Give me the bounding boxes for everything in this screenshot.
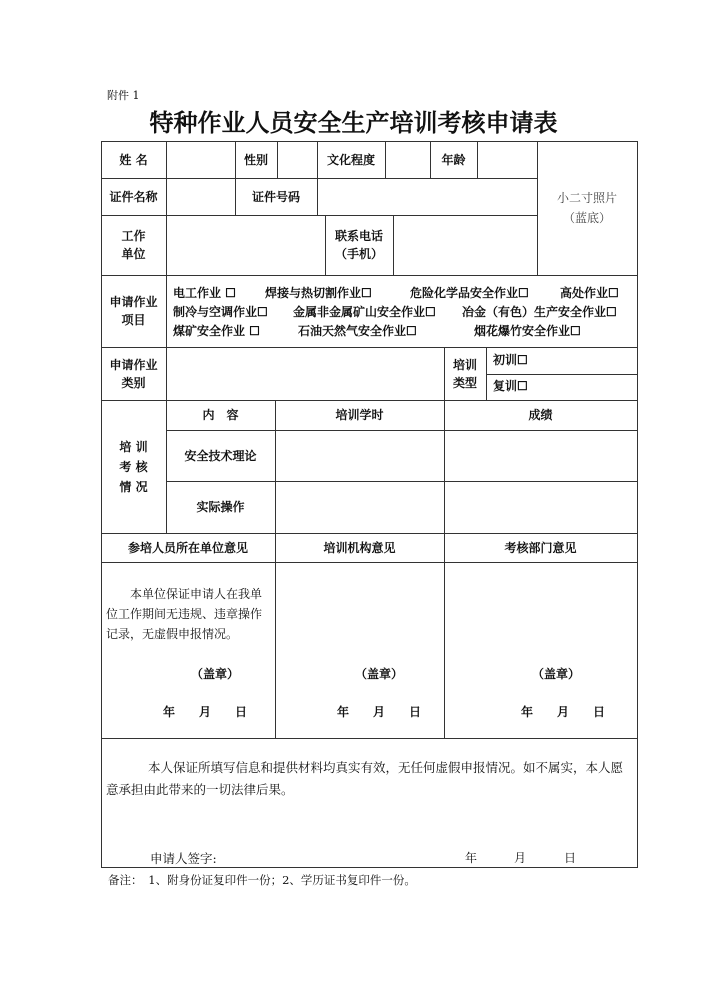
job-item[interactable]: 电工作业 ☐ [173,286,236,300]
signature-year: 年 [465,851,478,865]
theory-label: 安全技术理论 [184,448,257,463]
work-unit-field[interactable] [167,216,324,274]
retraining-checkbox[interactable]: 复训☐ [493,379,528,393]
org-date: 年 月 日 [336,705,421,719]
education-field[interactable] [386,142,429,177]
age-field[interactable] [478,142,536,177]
training-type-label: 培训 类型 [452,357,477,390]
initial-training-checkbox[interactable]: 初训☐ [493,353,528,367]
signature-day: 日 [564,851,577,865]
job-item[interactable]: 煤矿安全作业 ☐ [173,324,260,338]
job-item[interactable]: 制冷与空调作业☐ [173,305,268,319]
id-number-label: 证件号码 [251,189,300,204]
form-title: 特种作业人员安全生产培训考核申请表 [149,109,558,137]
signature-field[interactable] [235,848,445,866]
job-item[interactable]: 冶金（有色）生产安全作业☐ [462,305,617,319]
job-item[interactable]: 金属非金属矿山安全作业☐ [293,305,436,319]
score-header: 成绩 [528,408,553,422]
job-item[interactable]: 石油天然气安全作业☐ [298,324,417,338]
attachment-label: 附件 1 [107,89,140,102]
id-type-field[interactable] [167,179,234,214]
phone-field[interactable] [394,216,536,274]
work-unit-label: 工作 单位 [121,229,146,261]
id-type-label: 证件名称 [109,189,158,204]
phone-label: 联系电话 （手机） [334,229,383,261]
unit-seal: （盖章） [190,667,239,681]
job-item[interactable]: 烟花爆竹安全作业☐ [474,324,581,338]
signature-month: 月 [514,851,527,865]
training-status-label: 培 训 考 核 情 况 [119,439,148,494]
job-item[interactable]: 危险化学品安全作业☐ [410,286,529,300]
education-label: 文化程度 [326,152,375,167]
photo-placeholder: 小二寸照片 （蓝底） [556,191,617,225]
unit-date: 年 月 日 [162,705,247,719]
org-opinion-header: 培训机构意见 [323,540,396,555]
id-number-field[interactable] [318,179,536,214]
apply-category-label: 申请作业 类别 [109,357,158,390]
practice-label: 实际操作 [196,500,245,514]
declaration-text: 本人保证所填写信息和提供材料均真实有效，无任何虚假申报情况。如不属实，本人愿意承担由此带来的一切法律后果。 [106,760,624,797]
dept-seal: （盖章） [531,667,580,681]
name-field[interactable] [167,142,234,177]
hours-header: 培训学时 [335,408,384,422]
gender-label: 性别 [243,152,268,167]
signature-label: 申请人签字: [150,851,217,866]
age-label: 年龄 [441,152,466,167]
footnote: 备注： 1、附身份证复印件一份；2、学历证书复印件一份。 [108,873,416,887]
job-item[interactable]: 焊接与热切割作业☐ [265,286,372,300]
dept-opinion-header: 考核部门意见 [504,540,577,555]
org-seal: （盖章） [354,667,403,681]
apply-category-field[interactable] [167,348,443,399]
unit-statement: 本单位保证申请人在我单位工作期间无违规、违章操作记录，无虚假申报情况。 [106,587,263,641]
dept-date: 年 月 日 [520,705,605,719]
content-header: 内 容 [202,408,239,422]
job-item[interactable]: 高处作业☐ [560,286,619,300]
name-label: 姓 名 [119,152,148,167]
gender-field[interactable] [278,142,316,177]
apply-items-label: 申请作业 项目 [109,295,158,327]
unit-opinion-header: 参培人员所在单位意见 [127,540,248,555]
